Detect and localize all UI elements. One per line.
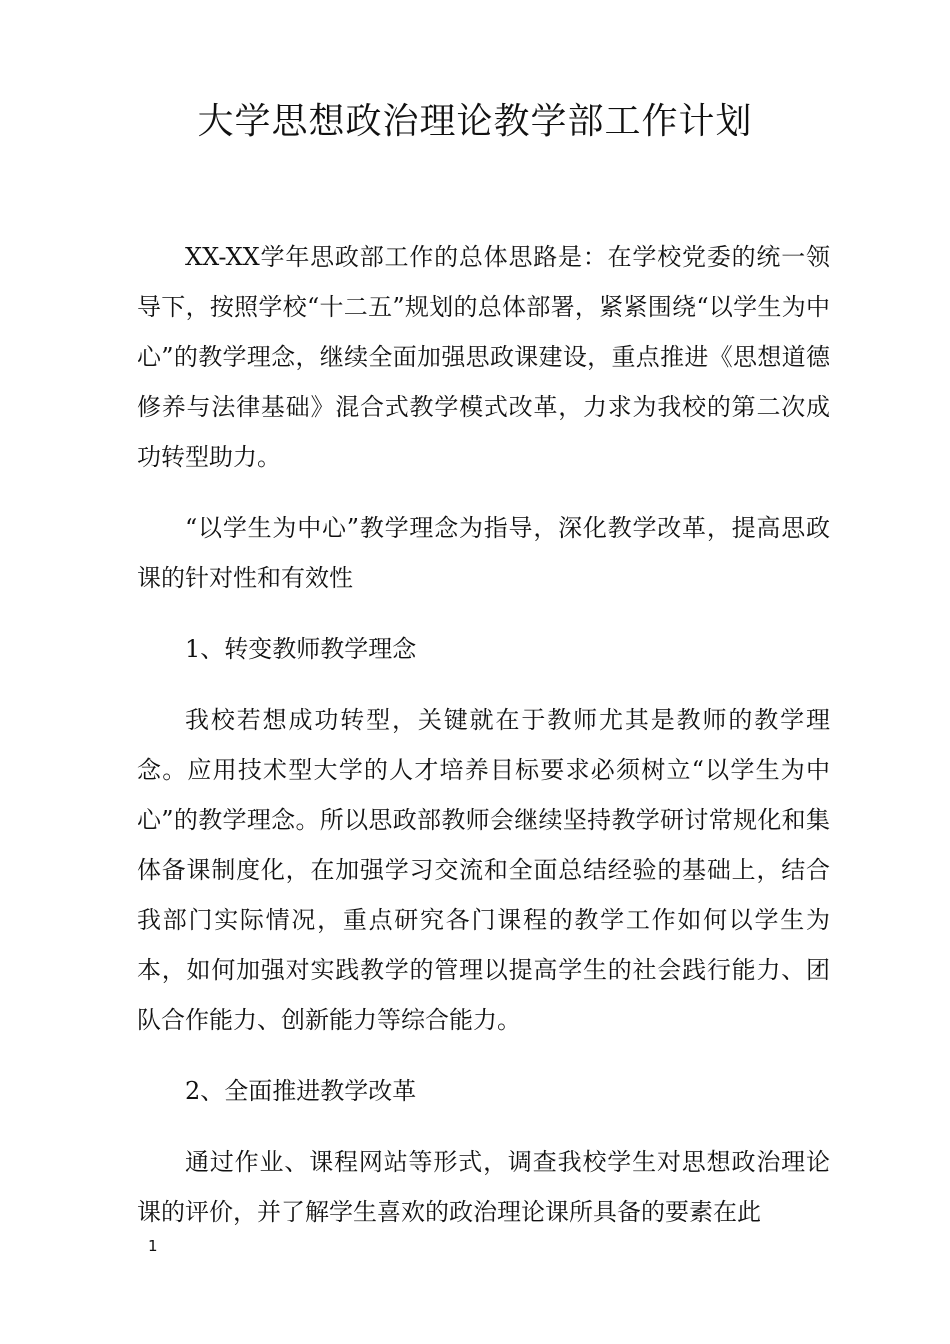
subheading-teaching-philosophy: 1、转变教师教学理念 [185,635,417,663]
subheading-teaching-reform: 2、全面推进教学改革 [185,1077,417,1105]
paragraph-teaching-philosophy: 我校若想成功转型，关键就在于教师尤其是教师的教学理念。应用技术型大学的人才培养目标要求必须树立“以学生为中心”的教学理念。所以思政部教师会继续坚持教学研讨常规化和集体备课制度化，在加强学习交流和全面总结经验的基础上，结合我部门实际情况，重点研究各门课程的教学工作如何以学生为本，如何加强对实践教学的管理以提高学生的社会践行能力、团队合作能力、创新能力等综合能力。 [137,706,830,1034]
document-body [137,232,830,1258]
paragraph-teaching-reform: 通过作业、课程网站等形式，调查我校学生对思想政治理论课的评价，并了解学生喜欢的政治理论课所具备的要素在此 [137,1148,830,1226]
document-title: 大学思想政治理论教学部工作计划 [197,101,753,142]
page-number: 1 [148,1237,158,1255]
paragraph-section-heading: “以学生为中心”教学理念为指导，深化教学改革，提高思政课的针对性和有效性 [137,514,830,592]
paragraph-overview: XX-XX学年思政部工作的总体思路是：在学校党委的统一领导下，按照学校“十二五”规划的总体部署，紧紧围绕“以学生为中心”的教学理念，继续全面加强思政课建设，重点推进《思想道德修养与法律基础》混合式教学模式改革，力求为我校的第二次成功转型助力。 [137,243,830,471]
